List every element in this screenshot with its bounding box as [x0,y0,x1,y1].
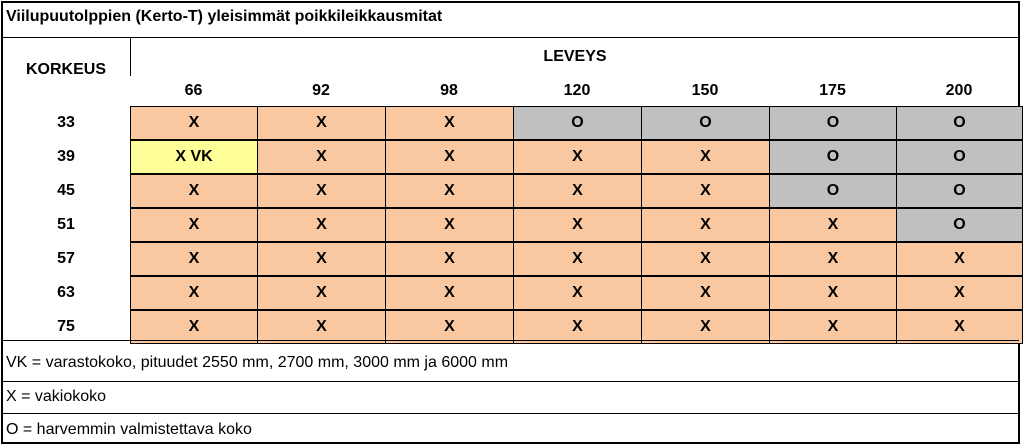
size-cell: X [641,174,770,208]
size-cell: O [769,174,897,208]
legend-x: X = vakiokoko [6,388,107,405]
divider [2,381,1019,382]
size-cell: O [896,106,1023,140]
size-cell: O [769,140,897,174]
size-cell: X [130,242,258,276]
size-cell: X [385,242,514,276]
size-cell: O [896,174,1023,208]
size-cell: X [385,174,514,208]
size-cell: X [385,310,514,344]
size-cell: X [513,208,642,242]
size-cell: X [257,276,386,310]
height-label: 33 [57,114,75,131]
height-label: 63 [57,284,75,301]
size-cell: O [896,208,1023,242]
size-cell: O [513,106,642,140]
size-cell: X [513,174,642,208]
height-label: 39 [57,148,75,165]
size-cell: X [896,276,1023,310]
height-label: 57 [57,250,75,267]
size-cell: X VK [130,140,258,174]
height-label: 75 [57,318,75,335]
size-cell: X [257,106,386,140]
size-cell: X [385,140,514,174]
size-cell: X [257,174,386,208]
width-label: 66 [184,82,203,99]
column-header: LEVEYS [130,38,1019,76]
width-label: 98 [440,82,458,99]
size-cell: X [385,208,514,242]
size-cell: X [130,208,258,242]
size-cell: X [385,276,514,310]
size-cell: X [513,310,642,344]
size-cell: X [257,208,386,242]
width-label: 120 [563,82,591,99]
size-cell: X [769,242,897,276]
size-cell: X [130,276,258,310]
size-cell: X [896,310,1023,344]
size-cell: X [385,106,514,140]
row-header: KORKEUS [25,61,106,78]
divider [2,340,1019,341]
height-label: 45 [57,182,75,199]
size-cell: X [641,276,770,310]
divider [2,413,1019,414]
size-cell: X [130,310,258,344]
size-cell: X [769,276,897,310]
size-cell: X [641,208,770,242]
size-cell: O [641,106,770,140]
size-cell: X [769,310,897,344]
size-cell: X [257,310,386,344]
width-label: 150 [691,82,719,99]
size-cell: X [513,276,642,310]
size-cell: X [641,310,770,344]
size-cell: X [513,242,642,276]
size-cell: X [130,106,258,140]
size-cell: X [257,140,386,174]
size-cell: X [130,174,258,208]
width-label: 200 [945,82,973,99]
width-label: 92 [312,82,330,99]
size-cell: X [641,242,770,276]
height-label: 51 [57,216,75,233]
size-cell: X [641,140,770,174]
legend-vk: VK = varastokoko, pituudet 2550 mm, 2700 mm, 3000 mm ja 6000 mm [6,354,509,371]
size-cell: O [896,140,1023,174]
size-cell: X [769,208,897,242]
size-cell: X [257,242,386,276]
width-label: 175 [819,82,846,99]
size-cell: X [896,242,1023,276]
size-cell: X [513,140,642,174]
table-title: Viilupuutolppien (Kerto-T) yleisimmät poikkileikkausmitat [2,2,1019,38]
size-cell: O [769,106,897,140]
legend-o: O = harvemmin valmistettava koko [6,421,252,438]
